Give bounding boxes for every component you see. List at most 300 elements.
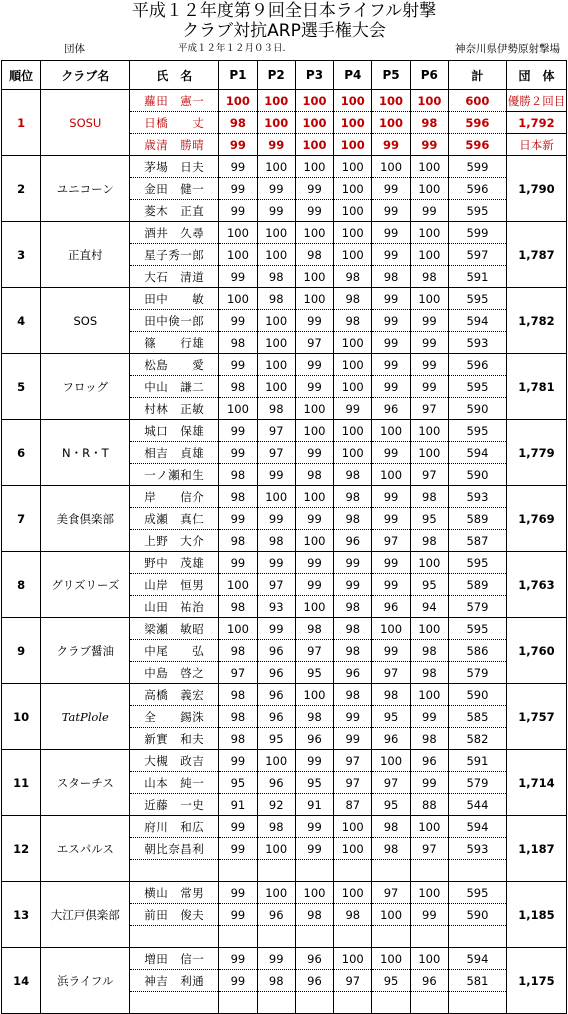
series-score-p6: 100 — [410, 244, 448, 266]
series-score-p1: 98 — [219, 332, 257, 354]
shooter-name: 山岸 恒男 — [130, 574, 219, 596]
team-total-cell: 1,787 — [506, 222, 566, 288]
team-total-cell: 1,187 — [506, 816, 566, 882]
individual-total: 579 — [448, 772, 506, 794]
shooter-name: 中尾 弘 — [130, 640, 219, 662]
series-score-p3: 100 — [295, 596, 333, 618]
table-row — [2, 552, 567, 574]
club-name-cell: 浜ライフル — [41, 948, 130, 1014]
team-total-cell: 1,714 — [506, 750, 566, 816]
team-note-1: 優勝２回目 — [506, 90, 566, 112]
header-p2: P2 — [257, 61, 295, 90]
series-score-p3: 96 — [295, 970, 333, 992]
header-p5: P5 — [372, 61, 410, 90]
shooter-name: 一ノ瀬和生 — [130, 464, 219, 486]
series-score-p6: 88 — [410, 794, 448, 816]
series-score-p2: 99 — [257, 552, 295, 574]
series-score-p2: 96 — [257, 684, 295, 706]
series-score-p3: 100 — [295, 882, 333, 904]
series-score-p1: 98 — [219, 486, 257, 508]
series-score-p6: 95 — [410, 574, 448, 596]
series-score-p2: 96 — [257, 772, 295, 794]
shooter-name: 成瀬 真仁 — [130, 508, 219, 530]
series-score-p4: 99 — [334, 552, 372, 574]
rank-cell: 13 — [2, 882, 41, 948]
series-score-p4: 87 — [334, 794, 372, 816]
series-score-p2: 98 — [257, 816, 295, 838]
series-score-p5: 99 — [372, 178, 410, 200]
shooter-name: 星子秀一郎 — [130, 244, 219, 266]
series-score-p5: 100 — [372, 420, 410, 442]
series-score-p4: 98 — [334, 310, 372, 332]
series-score-p5: 100 — [372, 464, 410, 486]
individual-total: 596 — [448, 178, 506, 200]
rank-cell: 4 — [2, 288, 41, 354]
series-score-p3 — [295, 992, 333, 1014]
series-score-p1: 98 — [219, 112, 257, 134]
series-score-p2: 100 — [257, 222, 295, 244]
series-score-p5: 99 — [372, 310, 410, 332]
shooter-name: 増田 信一 — [130, 948, 219, 970]
series-score-p5: 100 — [372, 112, 410, 134]
individual-total: 585 — [448, 706, 506, 728]
series-score-p1 — [219, 926, 257, 948]
series-score-p4: 100 — [334, 354, 372, 376]
series-score-p5: 95 — [372, 970, 410, 992]
individual-total: 595 — [448, 376, 506, 398]
series-score-p6: 100 — [410, 552, 448, 574]
table-row — [2, 816, 567, 838]
series-score-p5: 100 — [372, 904, 410, 926]
series-score-p6: 100 — [410, 156, 448, 178]
club-name-cell: エスパルス — [41, 816, 130, 882]
shooter-name — [130, 926, 219, 948]
series-score-p1: 99 — [219, 508, 257, 530]
results-table — [1, 60, 567, 1014]
series-score-p5: 99 — [372, 134, 410, 156]
series-score-p5: 99 — [372, 442, 410, 464]
series-score-p6: 94 — [410, 596, 448, 618]
series-score-p1: 99 — [219, 200, 257, 222]
series-score-p5: 97 — [372, 530, 410, 552]
series-score-p3: 100 — [295, 398, 333, 420]
series-score-p1: 99 — [219, 134, 257, 156]
individual-total: 579 — [448, 596, 506, 618]
series-score-p2: 100 — [257, 882, 295, 904]
series-score-p2: 100 — [257, 486, 295, 508]
rank-cell: 11 — [2, 750, 41, 816]
series-score-p4: 97 — [334, 970, 372, 992]
series-score-p3: 99 — [295, 574, 333, 596]
series-score-p6: 99 — [410, 310, 448, 332]
series-score-p2: 99 — [257, 948, 295, 970]
series-score-p3: 100 — [295, 222, 333, 244]
individual-total: 593 — [448, 332, 506, 354]
series-score-p4: 96 — [334, 530, 372, 552]
shooter-name: 山本 純一 — [130, 772, 219, 794]
individual-total: 590 — [448, 464, 506, 486]
series-score-p4: 100 — [334, 442, 372, 464]
series-score-p2: 100 — [257, 750, 295, 772]
individual-total: 594 — [448, 948, 506, 970]
individual-total — [448, 926, 506, 948]
series-score-p2: 99 — [257, 464, 295, 486]
series-score-p3: 100 — [295, 684, 333, 706]
series-score-p4: 100 — [334, 420, 372, 442]
team-total-cell: 1,763 — [506, 552, 566, 618]
series-score-p4: 97 — [334, 772, 372, 794]
shooter-name: 相吉 貞雄 — [130, 442, 219, 464]
series-score-p6: 100 — [410, 222, 448, 244]
series-score-p2: 96 — [257, 640, 295, 662]
shooter-name: 蘿田 憲一 — [130, 90, 219, 112]
series-score-p2: 93 — [257, 596, 295, 618]
series-score-p5: 95 — [372, 794, 410, 816]
series-score-p4: 100 — [334, 332, 372, 354]
series-score-p4: 100 — [334, 134, 372, 156]
shooter-name: 菱木 正直 — [130, 200, 219, 222]
rank-cell: 8 — [2, 552, 41, 618]
individual-total: 587 — [448, 530, 506, 552]
series-score-p1: 99 — [219, 442, 257, 464]
team-total-cell: 1,769 — [506, 486, 566, 552]
series-score-p5: 100 — [372, 948, 410, 970]
series-score-p6 — [410, 926, 448, 948]
series-score-p1: 99 — [219, 882, 257, 904]
table-row — [2, 156, 567, 178]
series-score-p5: 97 — [372, 662, 410, 684]
series-score-p3: 98 — [295, 904, 333, 926]
shooter-name: 中山 謙二 — [130, 376, 219, 398]
rank-cell: 2 — [2, 156, 41, 222]
series-score-p4: 100 — [334, 200, 372, 222]
shooter-name: 新實 和夫 — [130, 728, 219, 750]
series-score-p4: 98 — [334, 684, 372, 706]
table-row — [2, 618, 567, 640]
team-note-2: 1,792 — [506, 112, 566, 134]
series-score-p2: 96 — [257, 662, 295, 684]
series-score-p1: 100 — [219, 574, 257, 596]
club-name-cell: 美食倶楽部 — [41, 486, 130, 552]
series-score-p6: 99 — [410, 332, 448, 354]
series-score-p4: 100 — [334, 882, 372, 904]
club-name-cell: ユニコーン — [41, 156, 130, 222]
table-row — [2, 222, 567, 244]
header-row — [2, 61, 567, 90]
series-score-p3: 100 — [295, 288, 333, 310]
series-score-p1: 98 — [219, 530, 257, 552]
series-score-p6: 98 — [410, 728, 448, 750]
header-p1: P1 — [219, 61, 257, 90]
series-score-p3: 100 — [295, 156, 333, 178]
team-total-cell: 1,757 — [506, 684, 566, 750]
series-score-p3: 96 — [295, 948, 333, 970]
series-score-p1 — [219, 860, 257, 882]
series-score-p1: 99 — [219, 266, 257, 288]
table-row — [2, 684, 567, 706]
series-score-p1: 98 — [219, 464, 257, 486]
series-score-p4 — [334, 860, 372, 882]
series-score-p1: 98 — [219, 706, 257, 728]
team-total-cell: 1,782 — [506, 288, 566, 354]
series-score-p1: 98 — [219, 376, 257, 398]
series-score-p2: 99 — [257, 508, 295, 530]
series-score-p6: 100 — [410, 684, 448, 706]
series-score-p3: 99 — [295, 376, 333, 398]
table-row — [2, 882, 567, 904]
series-score-p4: 98 — [334, 596, 372, 618]
series-score-p4: 100 — [334, 112, 372, 134]
series-score-p4: 98 — [334, 508, 372, 530]
shooter-name: 田中倹一郎 — [130, 310, 219, 332]
series-score-p1: 100 — [219, 222, 257, 244]
rank-cell: 12 — [2, 816, 41, 882]
series-score-p2: 97 — [257, 574, 295, 596]
individual-total: 595 — [448, 200, 506, 222]
series-score-p1: 98 — [219, 640, 257, 662]
series-score-p2: 98 — [257, 288, 295, 310]
series-score-p3: 99 — [295, 310, 333, 332]
shooter-name: 大石 清道 — [130, 266, 219, 288]
series-score-p2: 99 — [257, 200, 295, 222]
series-score-p3: 91 — [295, 794, 333, 816]
series-score-p5: 99 — [372, 244, 410, 266]
series-score-p3: 100 — [295, 530, 333, 552]
rank-cell: 7 — [2, 486, 41, 552]
series-score-p4: 98 — [334, 486, 372, 508]
series-score-p3: 99 — [295, 750, 333, 772]
series-score-p2: 100 — [257, 376, 295, 398]
series-score-p2: 97 — [257, 420, 295, 442]
series-score-p5: 95 — [372, 706, 410, 728]
series-score-p2: 98 — [257, 398, 295, 420]
shooter-name: 松島 愛 — [130, 354, 219, 376]
series-score-p5: 98 — [372, 266, 410, 288]
series-score-p2: 99 — [257, 134, 295, 156]
individual-total — [448, 860, 506, 882]
series-score-p3: 99 — [295, 816, 333, 838]
series-score-p3: 97 — [295, 640, 333, 662]
series-score-p5 — [372, 926, 410, 948]
series-score-p3: 98 — [295, 618, 333, 640]
individual-total: 581 — [448, 970, 506, 992]
series-score-p2 — [257, 926, 295, 948]
individual-total — [448, 992, 506, 1014]
series-score-p6: 99 — [410, 706, 448, 728]
series-score-p2: 100 — [257, 244, 295, 266]
individual-total: 593 — [448, 838, 506, 860]
table-row — [2, 288, 567, 310]
table-row — [2, 948, 567, 970]
series-score-p5: 99 — [372, 574, 410, 596]
series-score-p1: 100 — [219, 398, 257, 420]
shooter-name: 山田 祐治 — [130, 596, 219, 618]
series-score-p4: 100 — [334, 222, 372, 244]
series-score-p1: 99 — [219, 420, 257, 442]
series-score-p6: 96 — [410, 970, 448, 992]
individual-total: 594 — [448, 310, 506, 332]
series-score-p6: 98 — [410, 266, 448, 288]
shooter-name: 田中 敏 — [130, 288, 219, 310]
team-note-3: 日本新 — [506, 134, 566, 156]
series-score-p6: 96 — [410, 750, 448, 772]
title-line-2: クラブ対抗ARP選手権大会 — [182, 21, 386, 41]
series-score-p2: 100 — [257, 112, 295, 134]
shooter-name: 朝比奈昌利 — [130, 838, 219, 860]
series-score-p4 — [334, 926, 372, 948]
header-p3: P3 — [295, 61, 333, 90]
series-score-p3: 98 — [295, 244, 333, 266]
individual-total: 599 — [448, 156, 506, 178]
series-score-p3: 95 — [295, 772, 333, 794]
series-score-p2: 92 — [257, 794, 295, 816]
series-score-p6 — [410, 992, 448, 1014]
series-score-p6: 100 — [410, 420, 448, 442]
series-score-p2: 100 — [257, 354, 295, 376]
shooter-name: 篠 行雄 — [130, 332, 219, 354]
series-score-p2: 100 — [257, 310, 295, 332]
shooter-name: 上野 大介 — [130, 530, 219, 552]
series-score-p5: 97 — [372, 882, 410, 904]
series-score-p5: 99 — [372, 332, 410, 354]
series-score-p3: 99 — [295, 442, 333, 464]
series-score-p4: 99 — [334, 728, 372, 750]
series-score-p5: 96 — [372, 596, 410, 618]
series-score-p4: 98 — [334, 266, 372, 288]
rank-cell: 14 — [2, 948, 41, 1014]
series-score-p1: 100 — [219, 288, 257, 310]
team-total-cell: 1,185 — [506, 882, 566, 948]
series-score-p3: 99 — [295, 354, 333, 376]
team-total-cell: 1,760 — [506, 618, 566, 684]
series-score-p6: 98 — [410, 662, 448, 684]
series-score-p5: 98 — [372, 684, 410, 706]
series-score-p2: 98 — [257, 970, 295, 992]
shooter-name: 村林 正敏 — [130, 398, 219, 420]
team-total-cell: 1,790 — [506, 156, 566, 222]
header-name: 氏 名 — [130, 61, 219, 90]
series-score-p1: 99 — [219, 904, 257, 926]
series-score-p6: 97 — [410, 464, 448, 486]
series-score-p2: 98 — [257, 530, 295, 552]
header-club: クラブ名 — [41, 61, 130, 90]
series-score-p1: 99 — [219, 816, 257, 838]
series-score-p4: 100 — [334, 838, 372, 860]
series-score-p3: 96 — [295, 728, 333, 750]
series-score-p1: 99 — [219, 970, 257, 992]
series-score-p4: 100 — [334, 376, 372, 398]
series-score-p5: 100 — [372, 750, 410, 772]
header-p6: P6 — [410, 61, 448, 90]
series-score-p3: 98 — [295, 464, 333, 486]
individual-total: 582 — [448, 728, 506, 750]
individual-total: 595 — [448, 420, 506, 442]
individual-total: 591 — [448, 750, 506, 772]
series-score-p3: 95 — [295, 662, 333, 684]
series-score-p6: 99 — [410, 354, 448, 376]
series-score-p2: 100 — [257, 90, 295, 112]
series-score-p3: 98 — [295, 706, 333, 728]
series-score-p4: 99 — [334, 574, 372, 596]
series-score-p2: 100 — [257, 332, 295, 354]
header-team: 団 体 — [506, 61, 566, 90]
series-score-p1: 99 — [219, 552, 257, 574]
series-score-p1: 99 — [219, 310, 257, 332]
shooter-name: 府川 和広 — [130, 816, 219, 838]
shooter-name: 大槻 政吉 — [130, 750, 219, 772]
series-score-p3: 100 — [295, 90, 333, 112]
series-score-p6: 99 — [410, 904, 448, 926]
rank-cell: 3 — [2, 222, 41, 288]
series-score-p5: 99 — [372, 222, 410, 244]
series-score-p6: 98 — [410, 486, 448, 508]
series-score-p3: 100 — [295, 112, 333, 134]
shooter-name: 中島 啓之 — [130, 662, 219, 684]
individual-total: 596 — [448, 354, 506, 376]
series-score-p2: 96 — [257, 706, 295, 728]
individual-total: 595 — [448, 882, 506, 904]
series-score-p3: 99 — [295, 838, 333, 860]
series-score-p4: 98 — [334, 618, 372, 640]
shooter-name — [130, 860, 219, 882]
series-score-p4: 100 — [334, 178, 372, 200]
series-score-p4: 100 — [334, 816, 372, 838]
series-score-p4: 100 — [334, 244, 372, 266]
series-score-p2 — [257, 860, 295, 882]
event-date: 平成１２年１２月０３日. — [178, 43, 286, 54]
series-score-p5: 99 — [372, 200, 410, 222]
series-score-p4: 96 — [334, 662, 372, 684]
club-name-cell: スターチス — [41, 750, 130, 816]
club-name-cell: 大江戸倶楽部 — [41, 882, 130, 948]
series-score-p6: 100 — [410, 618, 448, 640]
series-score-p3: 100 — [295, 420, 333, 442]
series-score-p4: 98 — [334, 288, 372, 310]
series-score-p1: 98 — [219, 684, 257, 706]
series-score-p6: 98 — [410, 640, 448, 662]
series-score-p2: 96 — [257, 904, 295, 926]
series-score-p3 — [295, 860, 333, 882]
series-score-p3: 99 — [295, 508, 333, 530]
series-score-p6: 97 — [410, 838, 448, 860]
series-score-p3: 100 — [295, 486, 333, 508]
series-score-p5: 99 — [372, 486, 410, 508]
series-score-p6: 100 — [410, 948, 448, 970]
shooter-name: 茅場 日夫 — [130, 156, 219, 178]
series-score-p6: 98 — [410, 112, 448, 134]
series-score-p5: 100 — [372, 618, 410, 640]
club-name-cell: フロッグ — [41, 354, 130, 420]
shooter-name — [130, 992, 219, 1014]
series-score-p1: 95 — [219, 772, 257, 794]
series-score-p4: 100 — [334, 90, 372, 112]
series-score-p2: 100 — [257, 838, 295, 860]
individual-total: 599 — [448, 222, 506, 244]
series-score-p1: 99 — [219, 178, 257, 200]
individual-total: 597 — [448, 244, 506, 266]
series-score-p6: 99 — [410, 200, 448, 222]
series-score-p1: 99 — [219, 156, 257, 178]
series-score-p1 — [219, 992, 257, 1014]
rank-cell: 10 — [2, 684, 41, 750]
series-score-p1: 100 — [219, 90, 257, 112]
series-score-p4: 99 — [334, 706, 372, 728]
team-total-cell: 1,781 — [506, 354, 566, 420]
table-row — [2, 420, 567, 442]
individual-total: 594 — [448, 442, 506, 464]
table-row — [2, 354, 567, 376]
individual-total: 595 — [448, 618, 506, 640]
